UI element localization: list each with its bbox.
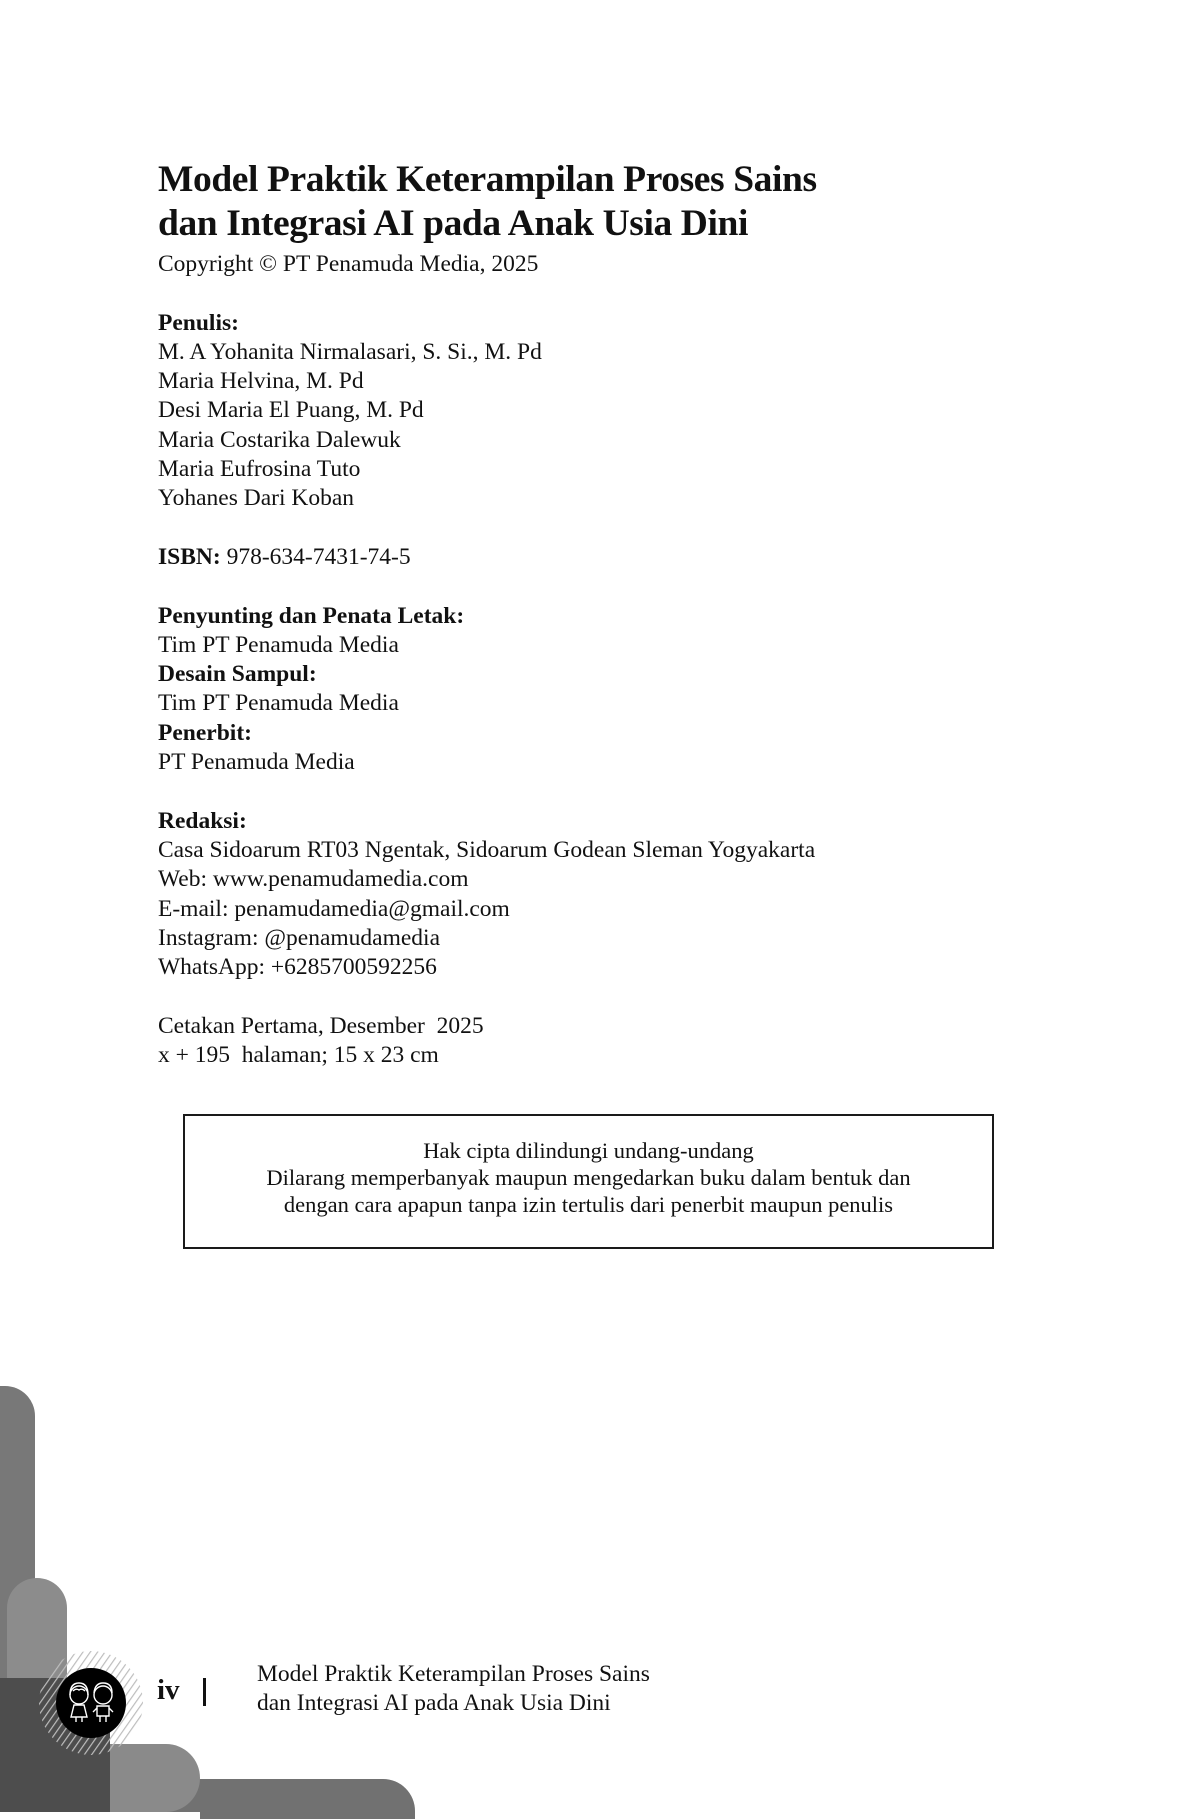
author-name: Maria Costarika Dalewuk (158, 426, 401, 453)
book-title (158, 158, 817, 246)
publisher-value: PT Penamuda Media (158, 749, 355, 776)
logo-circle (56, 1668, 126, 1738)
notice-line-2: Dilarang memperbanyak maupun mengedarkan buku dalam bentuk dan (266, 1165, 911, 1190)
redaksi-whatsapp: WhatsApp: +6285700592256 (158, 954, 437, 981)
page-number-separator (203, 1678, 206, 1706)
author-name: Desi Maria El Puang, M. Pd (158, 397, 424, 424)
isbn-value: 978-634-7431-74-5 (226, 543, 411, 570)
book-title-line-2: dan Integrasi AI pada Anak Usia Dini (158, 203, 748, 244)
isbn-label: ISBN: (158, 543, 221, 570)
running-title-line-1: Model Praktik Keterampilan Proses Sains (257, 1661, 650, 1687)
author-name: Maria Eufrosina Tuto (158, 456, 361, 483)
notice-line-1: Hak cipta dilindungi undang-undang (423, 1138, 754, 1163)
children-logo-icon (39, 1651, 143, 1755)
notice-line-3: dengan cara apapun tanpa izin tertulis dari penerbit maupun penulis (283, 1192, 894, 1217)
cover-design-label: Desain Sampul: (158, 661, 317, 688)
editor-label: Penyunting dan Penata Letak: (158, 602, 465, 629)
author-name: Yohanes Dari Koban (158, 485, 355, 512)
copyright-notice-box (183, 1114, 994, 1249)
copyright-line: Copyright © PT Penamuda Media, 2025 (158, 251, 539, 277)
redaksi-label: Redaksi: (158, 807, 247, 834)
running-title-line-2: dan Integrasi AI pada Anak Usia Dini (257, 1690, 611, 1717)
book-title-line-1: Model Praktik Keterampilan Proses Sains (158, 159, 817, 200)
publisher-label: Penerbit: (158, 719, 252, 746)
author-name: M. A Yohanita Nirmalasari, S. Si., M. Pd (158, 338, 542, 365)
editor-value: Tim PT Penamuda Media (158, 631, 399, 658)
redaksi-web: Web: www.penamudamedia.com (158, 866, 469, 893)
imprint-details (158, 250, 815, 1070)
isbn-line (158, 543, 815, 572)
decorative-bottom-bar (200, 1779, 415, 1819)
page-count-size: x + 195 halaman; 15 x 23 cm (158, 1042, 439, 1069)
authors-label: Penulis: (158, 309, 239, 336)
redaksi-instagram: Instagram: @penamudamedia (158, 924, 440, 951)
redaksi-address: Casa Sidoarum RT03 Ngentak, Sidoarum Godean Sleman Yogyakarta (158, 836, 816, 863)
cover-design-value: Tim PT Penamuda Media (158, 690, 399, 717)
running-title (257, 1660, 650, 1719)
printing-edition: Cetakan Pertama, Desember 2025 (158, 1012, 484, 1039)
author-name: Maria Helvina, M. Pd (158, 368, 364, 395)
page-number: iv (157, 1674, 180, 1706)
redaksi-email: E-mail: penamudamedia@gmail.com (158, 895, 510, 922)
